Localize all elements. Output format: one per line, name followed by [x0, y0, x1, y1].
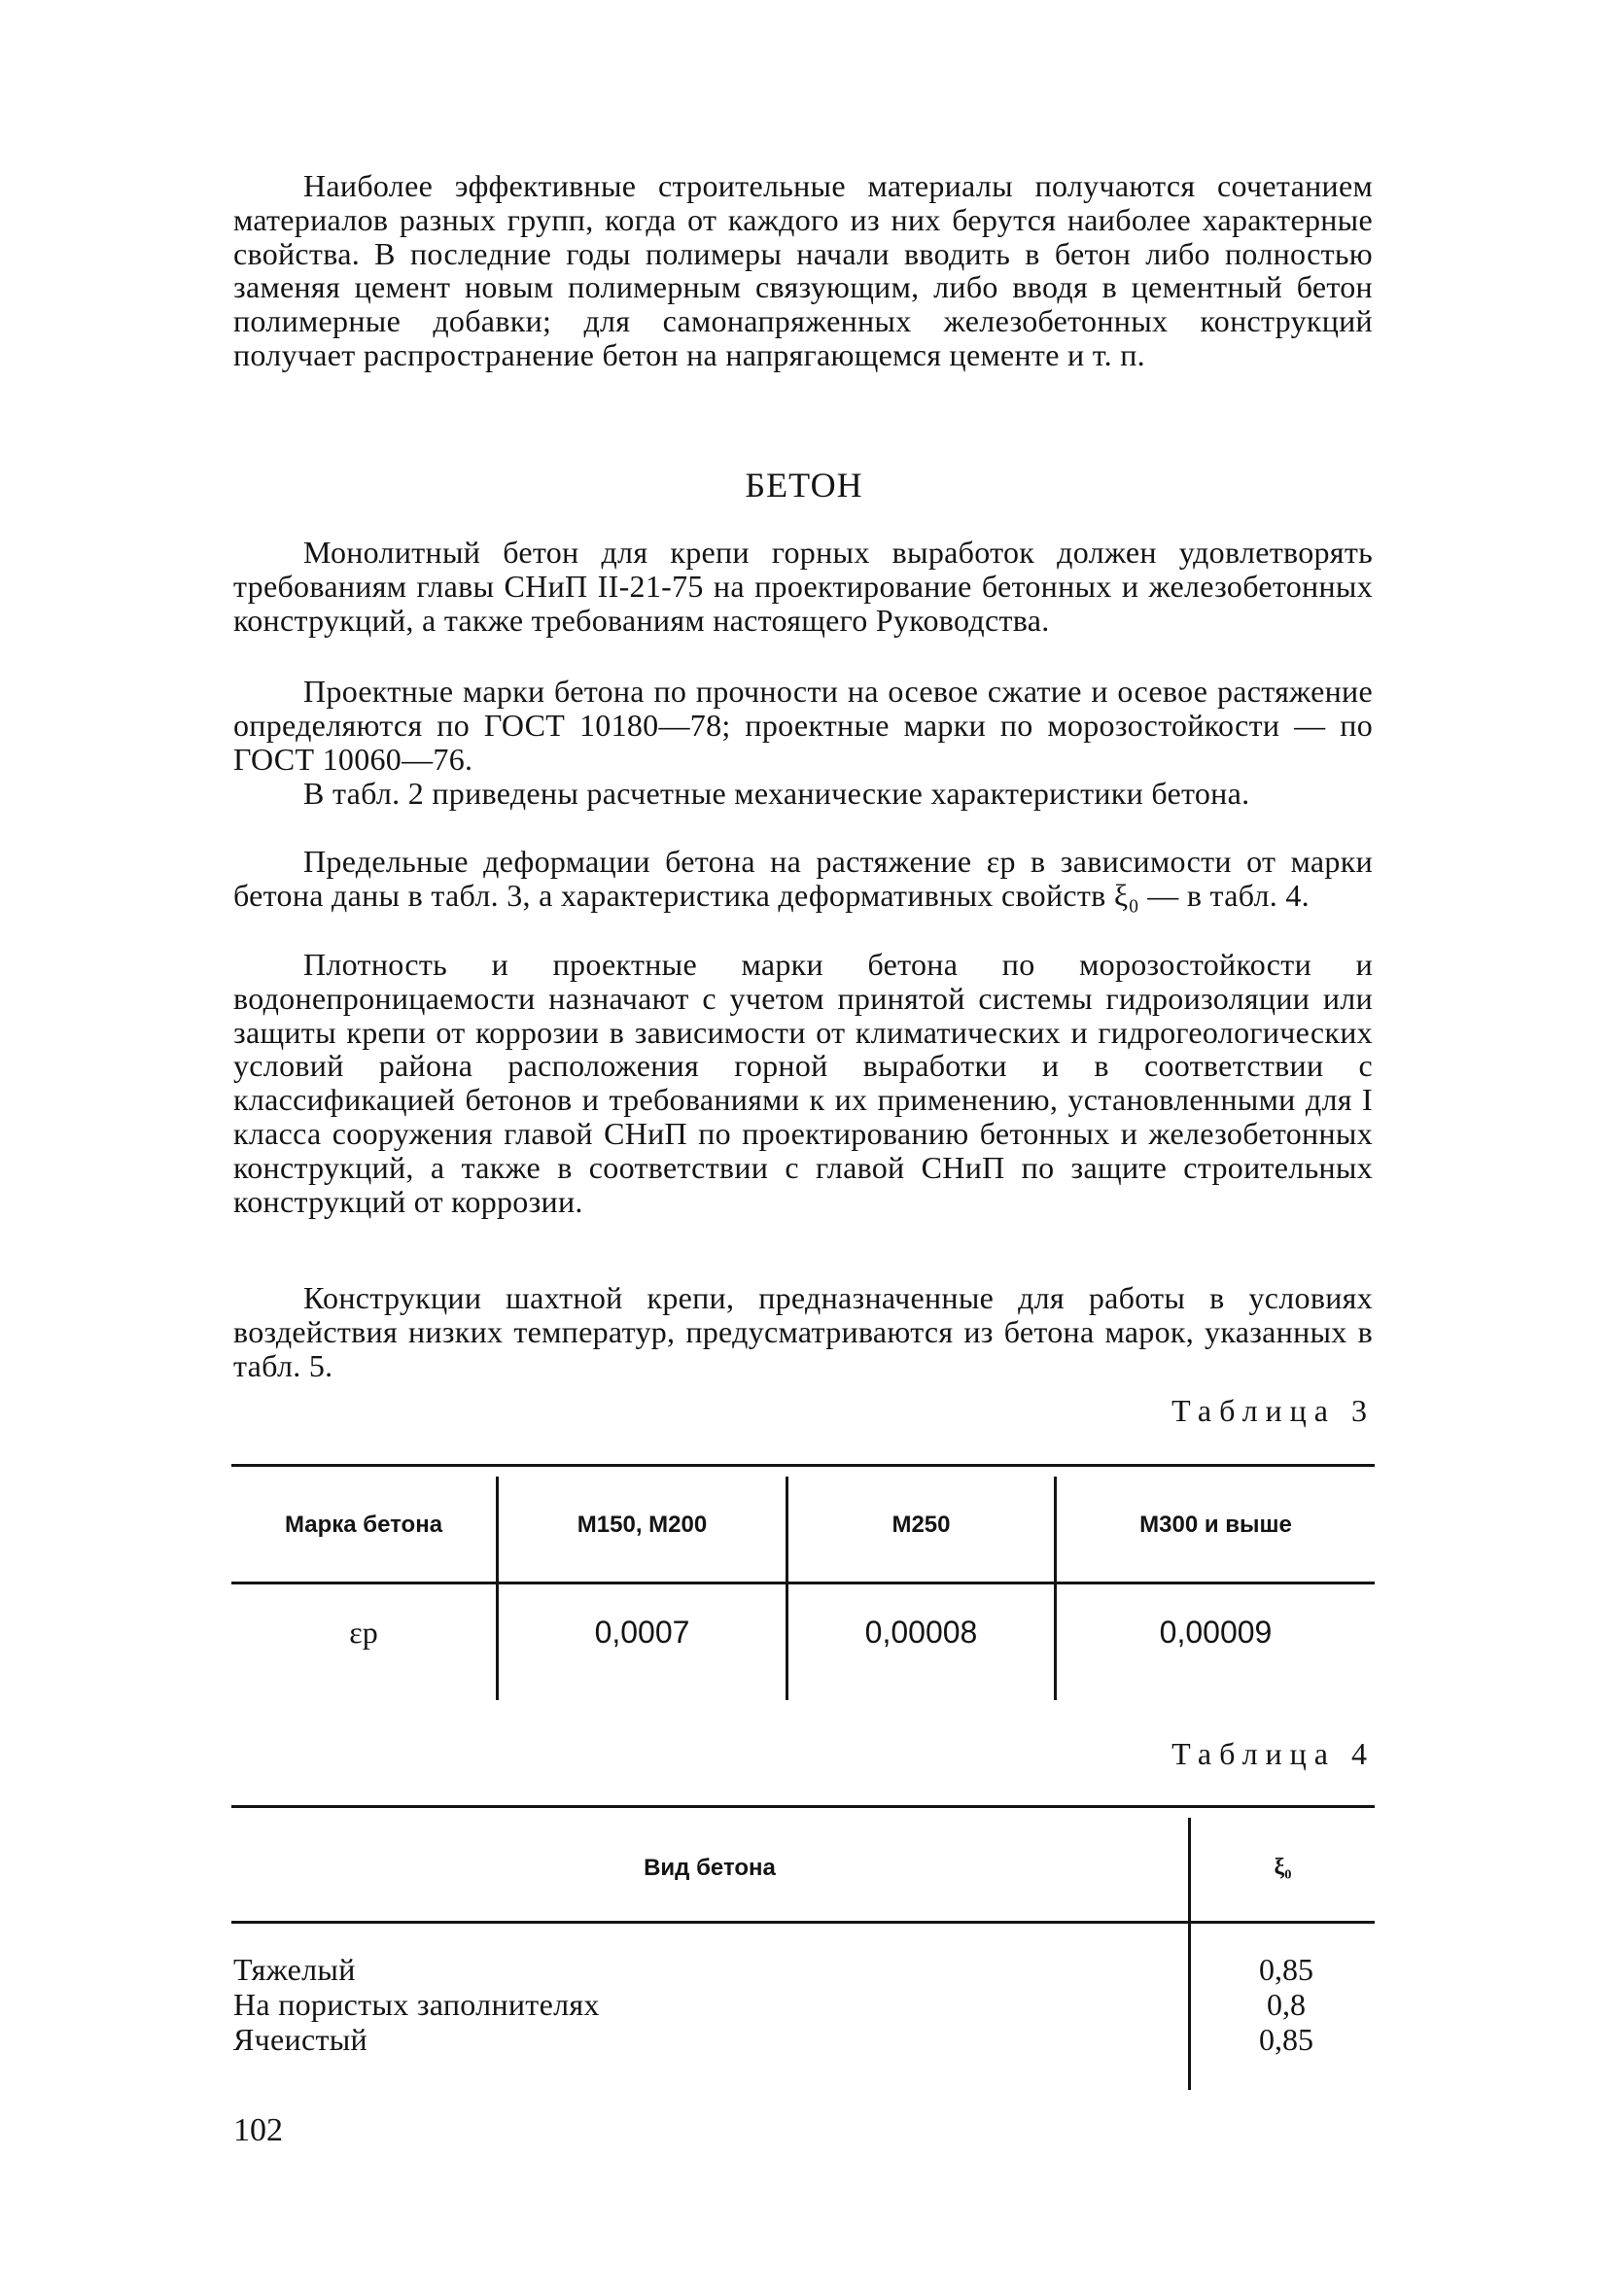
paragraph-deformations: Предельные деформации бетона на растяжение εр в зависимости от марки бетона даны в табл. 3, а характеристика деформативных свойств ξ₀ — в табл. 4.: [233, 844, 1373, 913]
page-number: 102: [233, 2112, 283, 2148]
table3-header-m250: М250: [891, 1512, 951, 1538]
table4-header-type: Вид бетона: [644, 1855, 776, 1881]
table3-header-grade: Марка бетона: [284, 1512, 443, 1538]
table4-row-value: 0,85: [1259, 1952, 1313, 1987]
table3-cell: 0,00008: [864, 1615, 978, 1650]
table3-row-label: εр: [349, 1615, 378, 1650]
table3-header-m300: М300 и выше: [1139, 1512, 1292, 1538]
paragraph-density: Плотность и проектные марки бетона по морозостойкости и водонепроницаемости назначают с учетом принятой системы гидроизоляции или защиты крепи от коррозии в зависимости от климатических и гидрогеологических условий района расположения горной выработки и в соответствии с классификацией бетонов и требованиями к их применению, установленными для I класса сооружения главой СНиП по проектированию бетонных и железобетонных конструкций, а также в соответствии с главой СНиП по защите строительных конструкций от коррозии.: [233, 947, 1373, 1219]
table4-header-divider: [231, 1921, 1375, 1924]
table3-column-divider: [1054, 1477, 1057, 1700]
table4-caption: Таблица 4: [1171, 1736, 1375, 1771]
table3-cell: 0,0007: [594, 1615, 690, 1650]
table4-row-value: 0,85: [1259, 2022, 1313, 2057]
paragraph-monolithic-concrete: Монолитный бетон для крепи горных выработок должен удовлетворять требованиям главы СНиП II-21-75 на проектирование бетонных и железобетонных конструкций, а также требованиям настоящего Руководства.: [233, 535, 1373, 638]
table3: [231, 1464, 1375, 1700]
paragraph-intro: Наиболее эффективные строительные материалы получаются сочетанием материалов разных групп, когда от каждого из них берутся наиболее характерные свойства. В последние годы полимеры начали вводить в бетон либо полностью заменяя цемент новым полимерным связующим, либо вводя в цементный бетон полимерные добавки; для самонапряженных железобетонных конструкций получает распространение бетон на напрягающемся цементе и т. п.: [233, 168, 1373, 372]
table4-row-name: Тяжелый: [233, 1952, 356, 1987]
table4-header-xi: ξ₀: [1274, 1855, 1292, 1880]
table3-caption: Таблица 3: [1171, 1393, 1375, 1428]
table3-column-divider: [786, 1477, 788, 1700]
paragraph-design-grades: Проектные марки бетона по прочности на осевое сжатие и осевое растяжение определяются по ГОСТ 10180—78; проектные марки по морозостойкости — по ГОСТ 10060—76.: [233, 674, 1373, 777]
table4-row-name: На пористых заполнителях: [233, 1987, 600, 2022]
table3-header-m150-m200: М150, М200: [577, 1512, 708, 1538]
paragraph-table2-ref: В табл. 2 приведены расчетные механические характеристики бетона.: [303, 776, 1250, 811]
table3-header-divider: [231, 1582, 1375, 1584]
paragraph-low-temperature: Конструкции шахтной крепи, предназначенные для работы в условиях воздействия низких температур, предусматриваются из бетона марок, указанных в табл. 5.: [233, 1280, 1373, 1383]
table4-row-name: Ячеистый: [233, 2022, 367, 2057]
table4-row-value: 0,8: [1267, 1987, 1306, 2022]
table4: [231, 1805, 1375, 2090]
table3-cell: 0,00009: [1159, 1615, 1273, 1650]
section-title: БЕТОН: [745, 466, 863, 504]
table3-column-divider: [496, 1477, 499, 1700]
